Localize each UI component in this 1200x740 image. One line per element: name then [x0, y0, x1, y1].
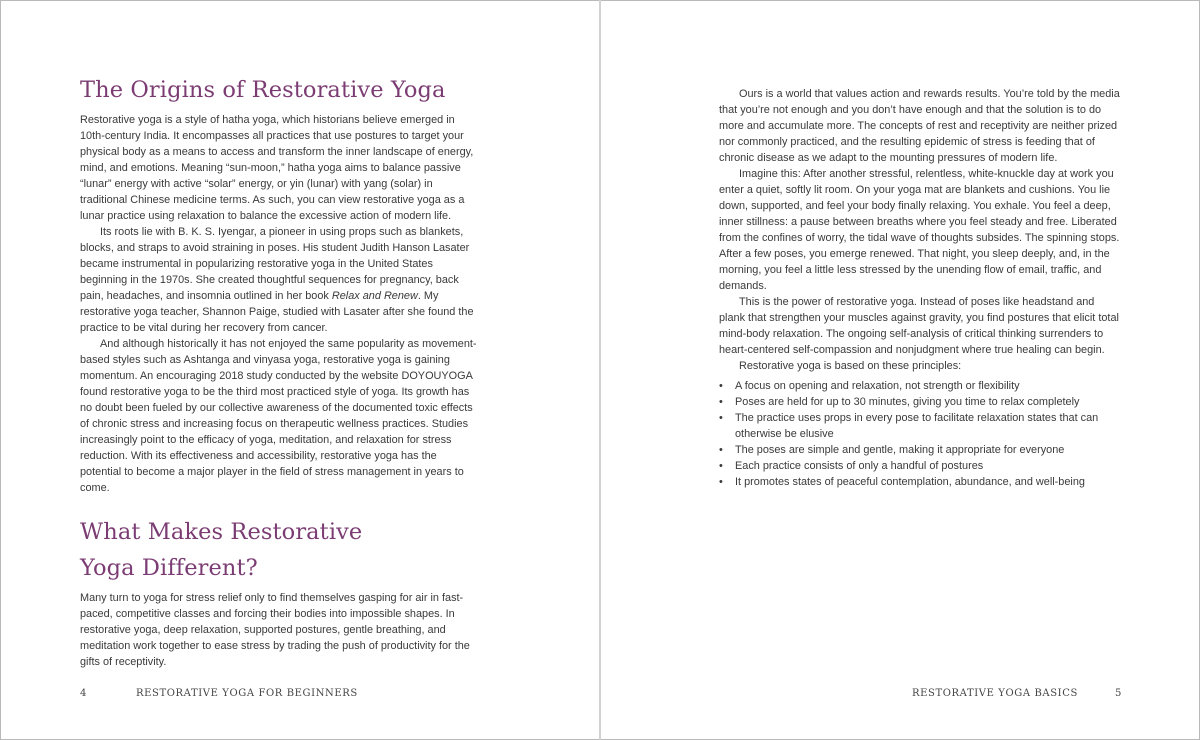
basics-paragraph-2: Imagine this: After another stressful, relentless, white-knuckle day at work you enter a quiet, softly lit room. On your yoga mat are blankets and cushions. You lie down, supported, and feel your body finally relaxing. You exhale. You feel a deep, inner stillness: a pause between breaths where you feel steady and free. Liberated from the confines of worry, the tidal wave of thoughts subsides. The spinning stops. After a few poses, you emerge renewed. That night, you sleep deeply, and, in the morning, you feel a little less stressed by the unending flow of email, traffic, and demands. — [719, 168, 1120, 292]
origins-paragraph-1: Restorative yoga is a style of hatha yoga, which historians believe emerged in 10th-century India. It encompasses all practices that use postures to target your physical body as a means to access and transform the inner landscape of energy, mind, and emotions. Meaning “sun-moon,” hatha yoga aims to balance passive “lunar” energy with active “solar” energy, or yin (lunar) with yang (solar) in traditional Chinese medicine terms. As such, you can view restorative yoga as a lunar practice using relaxation to balance the excessive action of modern life. — [80, 114, 474, 222]
bullet-icon: • — [719, 380, 723, 392]
basics-paragraph-4: Restorative yoga is based on these principles: — [739, 360, 962, 372]
list-item: • A focus on opening and relaxation, not strength or flexibility — [719, 380, 1020, 392]
section-heading-different: What Makes Restorative Yoga Different? — [80, 519, 363, 581]
page-border-left — [0, 0, 1, 740]
book-gutter — [599, 0, 601, 740]
list-item: • The practice uses props in every pose to facilitate relaxation states that can otherwise be elusive — [719, 412, 1099, 440]
bullet-icon: • — [719, 460, 723, 472]
list-item: • The poses are simple and gentle, making it appropriate for everyone — [719, 444, 1065, 456]
basics-paragraph-3: This is the power of restorative yoga. Instead of poses like headstand and plank that strengthen your muscles against gravity, you find postures that elicit total mind-body relaxation. The ongoing self-analysis of critical thinking surrenders to heart-centered self-compassion and nonjudgment where true healing can begin. — [719, 296, 1119, 356]
principles-list — [719, 378, 1121, 490]
origins-paragraph-2-text: Its roots lie with B. K. S. Iyengar, a pioneer in using props such as blankets, blocks, and straps to avoid straining in poses. His student Judith Hanson Lasater became instrumental in popularizing restorative yoga in the United States beginning in the 1970s. She created thoughtful sequences for pregnancy, back pain, headaches, and insomnia outlined in her book — [80, 226, 470, 302]
list-item: • It promotes states of peaceful contemplation, abundance, and well-being — [719, 476, 1085, 488]
bullet-icon: • — [719, 396, 723, 408]
origins-paragraph-2 — [80, 224, 480, 336]
origins-paragraph-3: And although historically it has not enjoyed the same popularity as movement-based styles such as Ashtanga and vinyasa yoga, restorative yoga is gaining momentum. An encouraging 2018 study conducted by the website DOYOUYOGA found restorative yoga to be the third most practiced style of yoga. Its growth has no doubt been fueled by our collective awareness of the documented toxic effects of chronic stress and increasing focus on therapeutic wellness practices. Studies increasingly point to the efficacy of yoga, meditation, and relaxation for stress reduction. With its effectiveness and accessibility, restorative yoga has the potential to become a major player in the field of stress management in years to come. — [80, 338, 477, 494]
bullet-icon: • — [719, 476, 723, 488]
basics-paragraph-1: Ours is a world that values action and rewards results. You’re told by the media that you’re not enough and you don’t have enough and that the solution is to do more and accumulate more. The concepts of rest and receptivity are neither prized nor commonly practiced, and the resulting epidemic of stress is feeding that of chronic disease as we adapt to the mounting pressures of modern life. — [719, 88, 1120, 164]
left-page — [80, 72, 480, 670]
list-item: • Poses are held for up to 30 minutes, giving you time to relax completely — [719, 396, 1080, 408]
different-paragraph-1: Many turn to yoga for stress relief only to find themselves gasping for air in fast-paced, competitive classes and forcing their bodies into impossible shapes. In restorative yoga, deep relaxation, supported postures, gentle breathing, and meditation work together to ease stress by trading the push of productivity for the gifts of receptivity. — [80, 592, 470, 668]
section-heading-origins: The Origins of Restorative Yoga — [80, 77, 446, 103]
right-page-number: 5 — [1115, 688, 1122, 699]
bullet-icon: • — [719, 412, 723, 424]
list-item: • Each practice consists of only a handful of postures — [719, 460, 984, 472]
book-title-relax-and-renew: Relax and Renew — [331, 290, 418, 302]
bullet-icon: • — [719, 444, 723, 456]
left-page-number: 4 — [80, 688, 87, 699]
right-page — [719, 86, 1121, 490]
right-running-title: RESTORATIVE YOGA BASICS — [912, 688, 1078, 699]
origins-paragraph-2-text-end: . My restorative yoga teacher, Shannon Paige, studied with Lasater after she found the practice to be vital during her recovery from cancer. — [80, 290, 474, 334]
left-running-title: RESTORATIVE YOGA FOR BEGINNERS — [136, 688, 358, 699]
